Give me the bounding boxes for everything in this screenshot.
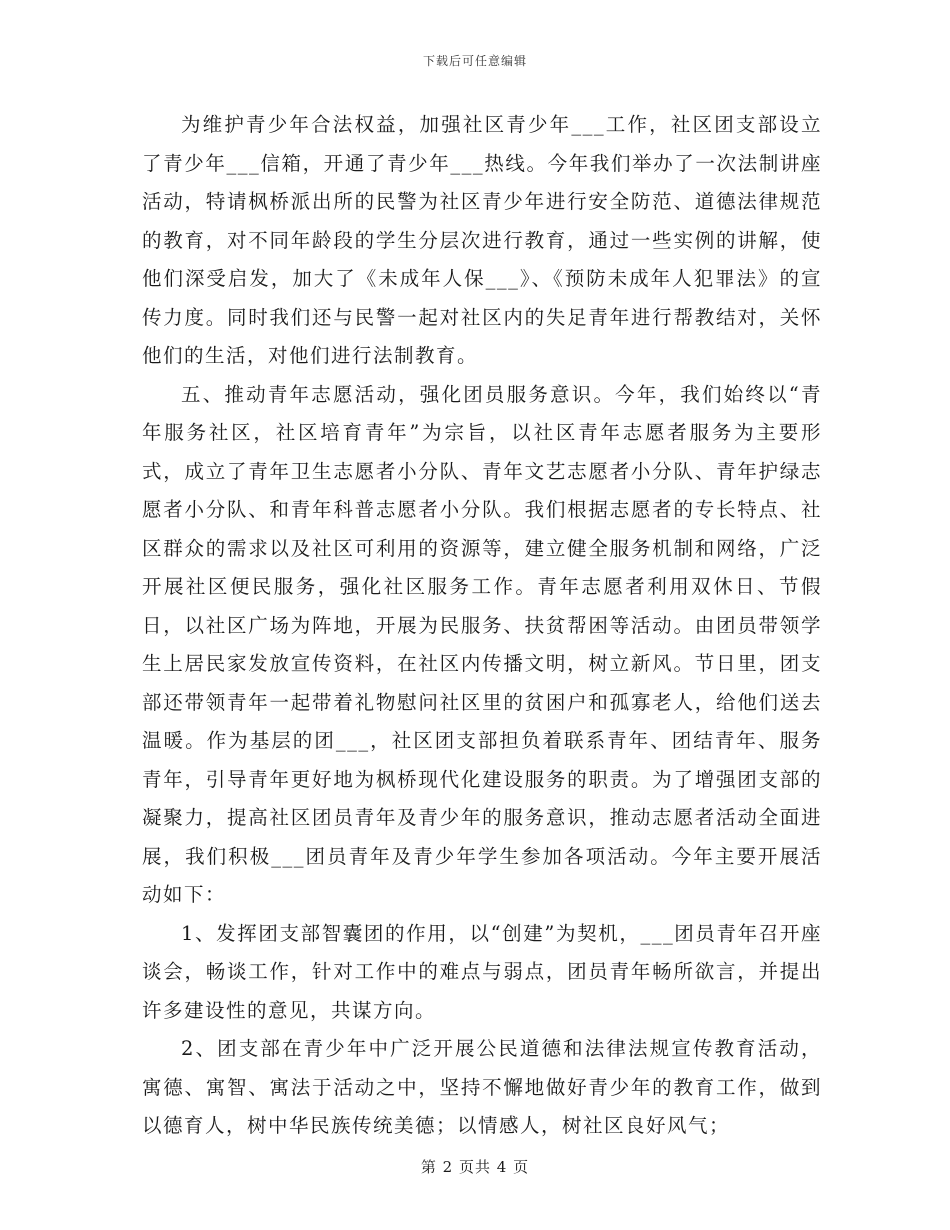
document-body bbox=[142, 106, 822, 1146]
paragraph-rights-protection: 为维护青少年合法权益，加强社区青少年___工作，社区团支部设立了青少年___信箱，开通了青少年___热线。今年我们举办了一次法制讲座活动，特请枫桥派出所的民警为社区青少年进行安全防范、道德法律规范的教育，对不同年龄段的学生分层次进行教育，通过一些实例的讲解，使他们深受启发，加大了《未成年人保___》、《预防未成年人犯罪法》的宣传力度。同时我们还与民警一起对社区内的失足青年进行帮教结对，关怀他们的生活，对他们进行法制教育。 bbox=[142, 113, 822, 367]
page-number: 第 2 页共 4 页 bbox=[420, 1158, 530, 1176]
paragraph-item-1: 1、发挥团支部智囊团的作用，以“创建”为契机，___团员青年召开座谈会，畅谈工作，针对工作中的难点与弱点，团员青年畅所欲言，并提出许多建设性的意见，共谋方向。 bbox=[142, 921, 822, 1022]
page-header: 下载后可任意编辑 bbox=[422, 54, 527, 68]
paragraph-volunteer-activities: 五、推动青年志愿活动，强化团员服务意识。今年，我们始终以“青年服务社区，社区培育青年”为宗旨，以社区青年志愿者服务为主要形式，成立了青年卫生志愿者小分队、青年文艺志愿者小分队、青年护绿志愿者小分队、和青年科普志愿者小分队。我们根据志愿者的专长特点、社区群众的需求以及社区可利用的资源等，建立健全服务机制和网络，广泛开展社区便民服务，强化社区服务工作。青年志愿者利用双休日、节假日，以社区广场为阵地，开展为民服务、扶贫帮困等活动。由团员带领学生上居民家发放宣传资料，在社区内传播文明，树立新风。节日里，团支部还带领青年一起带着礼物慰问社区里的贫困户和孤寡老人，给他们送去温暖。作为基层的团___，社区团支部担负着联系青年、团结青年、服务青年，引导青年更好地为枫桥现代化建设服务的职责。为了增强团支部的凝聚力，提高社区团员青年及青少年的服务意识，推动志愿者活动全面进展，我们积极___团员青年及青少年学生参加各项活动。今年主要开展活动如下： bbox=[142, 382, 822, 906]
paragraph-item-2: 2、团支部在青少年中广泛开展公民道德和法律法规宣传教育活动，寓德、寓智、寓法于活动之中，坚持不懈地做好青少年的教育工作，做到以德育人，树中华民族传统美德；以情感人，树社区良好风气； bbox=[142, 1037, 822, 1137]
